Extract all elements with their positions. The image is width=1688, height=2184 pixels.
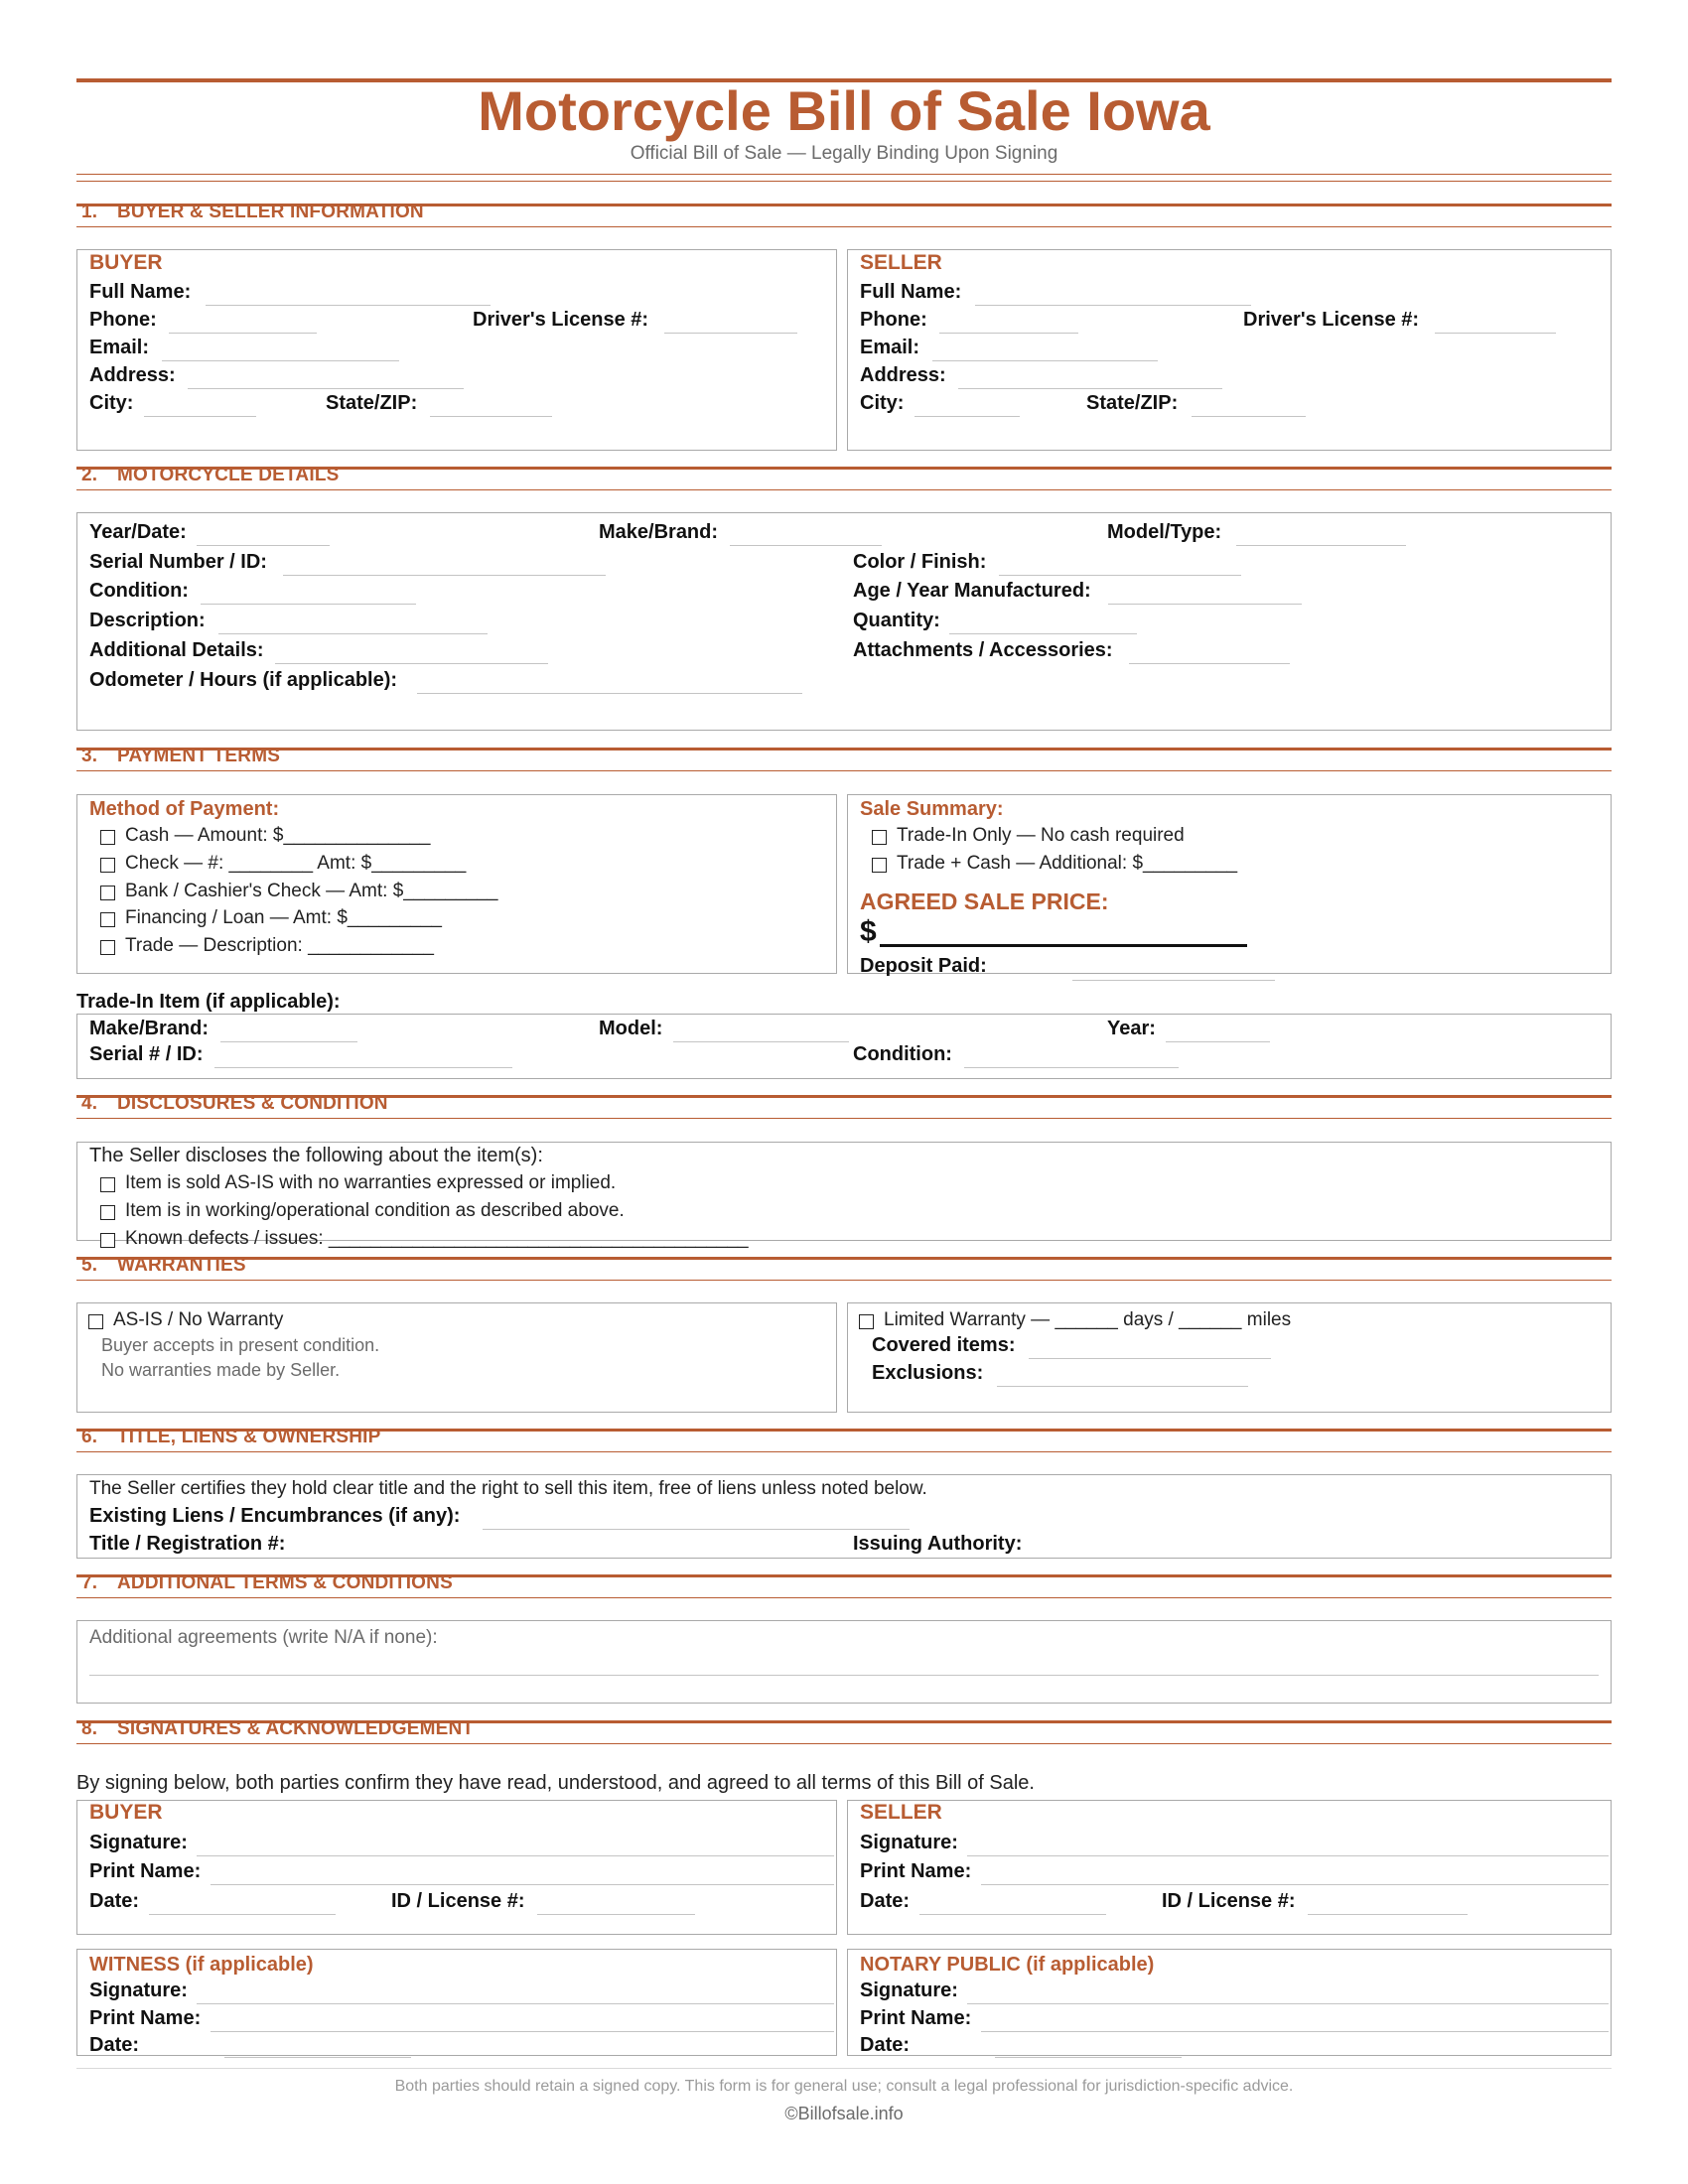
make-brand-label: Make/Brand: <box>599 521 719 543</box>
notary-date-field[interactable] <box>995 2057 1182 2058</box>
footer-copyright: ©Billofsale.info <box>784 2104 904 2123</box>
quantity-field[interactable] <box>949 633 1137 634</box>
trade-in-model-label: Model: <box>599 1018 663 1039</box>
notary-print-name-label: Print Name: <box>860 2007 972 2029</box>
agreed-sale-price-label: AGREED SALE PRICE: <box>860 888 1109 914</box>
buyer-print-name-field[interactable] <box>211 1884 834 1885</box>
seller-print-name-field[interactable] <box>981 1884 1609 1885</box>
trade-only-checkbox[interactable] <box>872 830 887 845</box>
existing-liens-field[interactable] <box>483 1529 910 1530</box>
buyer-city-label: City: <box>89 392 134 414</box>
section-7-heading: 7. ADDITIONAL TERMS & CONDITIONS <box>81 1572 453 1593</box>
existing-liens-label: Existing Liens / Encumbrances (if any): <box>89 1505 461 1527</box>
trade-in-condition-label: Condition: <box>853 1043 952 1065</box>
seller-signature-label: Signature: <box>860 1832 958 1853</box>
additional-agreements-field[interactable] <box>89 1675 1599 1676</box>
footer-note: Both parties should retain a signed copy. This form is for general use; consult a legal professional for jurisdiction-specific advice. <box>394 2078 1294 2095</box>
seller-full-name-field[interactable] <box>975 305 1251 306</box>
deposit-paid-label: Deposit Paid: <box>860 955 987 977</box>
seller-city-field[interactable] <box>914 416 1020 417</box>
buyer-full-name-label: Full Name: <box>89 281 192 303</box>
buyer-email-field[interactable] <box>162 360 399 361</box>
model-type-label: Model/Type: <box>1107 521 1222 543</box>
description-label: Description: <box>89 610 206 631</box>
document-title: Motorcycle Bill of Sale Iowa <box>478 79 1210 142</box>
buyer-phone-label: Phone: <box>89 309 157 331</box>
seller-phone-field[interactable] <box>939 333 1078 334</box>
witness-print-name-label: Print Name: <box>89 2007 202 2029</box>
seller-email-label: Email: <box>860 337 920 358</box>
witness-date-field[interactable] <box>224 2057 411 2058</box>
working-condition-checkbox[interactable] <box>100 1205 115 1220</box>
bank-check-checkbox[interactable] <box>100 886 115 900</box>
additional-details-field[interactable] <box>275 663 548 664</box>
section-1-heading: 1. BUYER & SELLER INFORMATION <box>81 202 424 222</box>
limited-warranty-box <box>847 1302 1612 1413</box>
year-date-label: Year/Date: <box>89 521 187 543</box>
additional-details-label: Additional Details: <box>89 639 264 661</box>
seller-address-label: Address: <box>860 364 946 386</box>
buyer-date-field[interactable] <box>149 1914 336 1915</box>
witness-date-label: Date: <box>89 2034 140 2056</box>
buyer-state-zip-label: State/ZIP: <box>326 392 418 414</box>
known-defects-disclosure: Known defects / issues: ________________________________________ <box>125 1228 749 1249</box>
check-option: Check — #: ________ Amt: $_________ <box>125 853 467 874</box>
buyer-full-name-field[interactable] <box>206 305 491 306</box>
buyer-email-label: Email: <box>89 337 150 358</box>
age-year-label: Age / Year Manufactured: <box>853 580 1091 602</box>
cash-option: Cash — Amount: $______________ <box>125 825 431 846</box>
section-3-rule-top <box>76 748 1612 751</box>
witness-signature-box <box>76 1949 837 2056</box>
exclusions-field[interactable] <box>997 1386 1248 1387</box>
serial-label: Serial Number / ID: <box>89 551 267 573</box>
seller-signature-box <box>847 1800 1612 1935</box>
notary-signature-field[interactable] <box>967 2003 1609 2004</box>
color-finish-label: Color / Finish: <box>853 551 987 573</box>
as-is-disclosure-checkbox[interactable] <box>100 1177 115 1192</box>
limited-warranty-checkbox[interactable] <box>859 1314 874 1329</box>
seller-state-zip-label: State/ZIP: <box>1086 392 1179 414</box>
section-8-rule-bottom <box>76 1743 1612 1744</box>
age-year-field[interactable] <box>1108 604 1302 605</box>
document-subtitle: Official Bill of Sale — Legally Binding Upon Signing <box>630 143 1058 164</box>
covered-items-field[interactable] <box>1029 1358 1271 1359</box>
make-brand-field[interactable] <box>730 545 882 546</box>
buyer-signature-heading: BUYER <box>89 1801 163 1824</box>
seller-phone-label: Phone: <box>860 309 927 331</box>
trade-cash-checkbox[interactable] <box>872 858 887 873</box>
section-2-rule-bottom <box>76 489 1612 490</box>
witness-signature-label: Signature: <box>89 1979 188 2001</box>
buyer-signature-label: Signature: <box>89 1832 188 1853</box>
exclusions-label: Exclusions: <box>872 1362 984 1384</box>
cash-checkbox[interactable] <box>100 830 115 845</box>
buyer-info-box <box>76 249 837 451</box>
seller-city-label: City: <box>860 392 905 414</box>
buyer-address-field[interactable] <box>188 388 464 389</box>
notary-signature-box <box>847 1949 1612 2056</box>
attachments-label: Attachments / Accessories: <box>853 639 1113 661</box>
dollar-sign: $ <box>860 915 877 948</box>
method-of-payment-heading: Method of Payment: <box>89 798 280 820</box>
issuing-authority-label: Issuing Authority: <box>853 1533 1023 1555</box>
trade-checkbox[interactable] <box>100 940 115 955</box>
disclosures-intro: The Seller discloses the following about the item(s): <box>89 1145 543 1166</box>
seller-signature-field[interactable] <box>967 1855 1609 1856</box>
working-condition-disclosure: Item is in working/operational condition as described above. <box>125 1200 625 1221</box>
bill-of-sale-form <box>76 0 1612 2184</box>
section-4-rule-bottom <box>76 1118 1612 1119</box>
witness-print-name-field[interactable] <box>211 2031 834 2032</box>
motorcycle-details-box <box>76 512 1612 731</box>
as-is-warranty-box <box>76 1302 837 1413</box>
trade-in-make-label: Make/Brand: <box>89 1018 210 1039</box>
notary-signature-label: Signature: <box>860 1979 958 2001</box>
footer-divider <box>76 2068 1612 2069</box>
seller-id-license-label: ID / License #: <box>1162 1890 1296 1912</box>
signatures-intro: By signing below, both parties confirm they have read, understood, and agreed to all terms of this Bill of Sale. <box>76 1772 1035 1794</box>
buyer-address-label: Address: <box>89 364 176 386</box>
section-5-heading: 5. WARRANTIES <box>81 1255 246 1276</box>
witness-heading: WITNESS (if applicable) <box>89 1954 314 1976</box>
bank-check-option: Bank / Cashier's Check — Amt: $_________ <box>125 881 498 901</box>
sale-summary-heading: Sale Summary: <box>860 798 1004 820</box>
covered-items-label: Covered items: <box>872 1334 1016 1356</box>
section-7-rule-bottom <box>76 1597 1612 1598</box>
agreed-sale-price-field[interactable] <box>880 944 1247 947</box>
condition-field[interactable] <box>201 604 416 605</box>
header-rule-1 <box>76 174 1612 175</box>
buyer-license-label: Driver's License #: <box>473 309 649 331</box>
description-field[interactable] <box>218 633 488 634</box>
known-defects-checkbox[interactable] <box>100 1233 115 1248</box>
title-registration-label: Title / Registration #: <box>89 1533 286 1555</box>
notary-heading: NOTARY PUBLIC (if applicable) <box>860 1954 1155 1976</box>
as-is-warranty-note-1: Buyer accepts in present condition. <box>101 1335 380 1355</box>
trade-in-year-field[interactable] <box>1166 1041 1270 1042</box>
buyer-state-zip-field[interactable] <box>430 416 552 417</box>
model-type-field[interactable] <box>1236 545 1406 546</box>
trade-in-make-field[interactable] <box>220 1041 357 1042</box>
additional-agreements-note: Additional agreements (write N/A if none): <box>89 1627 438 1648</box>
section-5-rule-bottom <box>76 1280 1612 1281</box>
buyer-date-label: Date: <box>89 1890 140 1912</box>
odometer-field[interactable] <box>417 693 802 694</box>
title-liens-intro: The Seller certifies they hold clear title and the right to sell this item, free of liens unless noted below. <box>89 1478 927 1499</box>
notary-print-name-field[interactable] <box>981 2031 1609 2032</box>
buyer-phone-field[interactable] <box>169 333 317 334</box>
seller-heading: SELLER <box>860 251 942 274</box>
buyer-license-field[interactable] <box>664 333 797 334</box>
buyer-print-name-label: Print Name: <box>89 1860 202 1882</box>
title-liens-box <box>76 1474 1612 1559</box>
section-8-heading: 8. SIGNATURES & ACKNOWLEDGEMENT <box>81 1718 475 1739</box>
section-6-rule-bottom <box>76 1451 1612 1452</box>
as-is-warranty-note-2: No warranties made by Seller. <box>101 1360 341 1380</box>
header-rule-2 <box>76 181 1612 182</box>
quantity-label: Quantity: <box>853 610 940 631</box>
disclosures-box <box>76 1142 1612 1249</box>
section-5-rule-top <box>76 1257 1612 1260</box>
financing-option: Financing / Loan — Amt: $_________ <box>125 907 443 928</box>
limited-warranty-option: Limited Warranty — ______ days / ______ miles <box>884 1309 1292 1330</box>
as-is-warranty-checkbox[interactable] <box>88 1314 103 1329</box>
seller-license-field[interactable] <box>1435 333 1556 334</box>
check-checkbox[interactable] <box>100 858 115 873</box>
notary-date-label: Date: <box>860 2034 911 2056</box>
seller-address-field[interactable] <box>958 388 1222 389</box>
color-finish-field[interactable] <box>999 575 1241 576</box>
section-1-rule-bottom <box>76 226 1612 227</box>
trade-in-serial-label: Serial # / ID: <box>89 1043 204 1065</box>
seller-email-field[interactable] <box>932 360 1158 361</box>
trade-option: Trade — Description: ____________ <box>125 935 434 956</box>
trade-only-option: Trade-In Only — No cash required <box>897 825 1185 846</box>
trade-in-heading: Trade-In Item (if applicable): <box>76 991 341 1013</box>
buyer-signature-field[interactable] <box>197 1855 834 1856</box>
buyer-signature-box <box>76 1800 837 1935</box>
odometer-label: Odometer / Hours (if applicable): <box>89 669 398 691</box>
witness-signature-field[interactable] <box>197 2003 834 2004</box>
seller-state-zip-field[interactable] <box>1192 416 1306 417</box>
buyer-id-license-field[interactable] <box>537 1914 695 1915</box>
year-date-field[interactable] <box>197 545 330 546</box>
buyer-id-license-label: ID / License #: <box>391 1890 525 1912</box>
additional-terms-box <box>76 1620 1612 1704</box>
seller-print-name-label: Print Name: <box>860 1860 972 1882</box>
section-4-heading: 4. DISCLOSURES & CONDITION <box>81 1093 388 1114</box>
deposit-paid-field[interactable] <box>1072 980 1275 981</box>
seller-signature-heading: SELLER <box>860 1801 942 1824</box>
section-3-rule-bottom <box>76 770 1612 771</box>
seller-full-name-label: Full Name: <box>860 281 962 303</box>
seller-license-label: Driver's License #: <box>1243 309 1420 331</box>
serial-field[interactable] <box>283 575 606 576</box>
buyer-city-field[interactable] <box>144 416 256 417</box>
section-2-heading: 2. MOTORCYCLE DETAILS <box>81 465 340 485</box>
financing-checkbox[interactable] <box>100 912 115 927</box>
as-is-disclosure: Item is sold AS-IS with no warranties expressed or implied. <box>125 1172 617 1193</box>
seller-date-label: Date: <box>860 1890 911 1912</box>
as-is-warranty-option: AS-IS / No Warranty <box>113 1309 284 1330</box>
seller-id-license-field[interactable] <box>1308 1914 1468 1915</box>
trade-in-serial-field[interactable] <box>214 1067 512 1068</box>
seller-info-box <box>847 249 1612 451</box>
method-of-payment-box <box>76 794 837 974</box>
section-6-heading: 6. TITLE, LIENS & OWNERSHIP <box>81 1427 381 1447</box>
buyer-heading: BUYER <box>89 251 163 274</box>
seller-date-field[interactable] <box>919 1914 1106 1915</box>
trade-cash-option: Trade + Cash — Additional: $_________ <box>897 853 1238 874</box>
trade-in-year-label: Year: <box>1107 1018 1156 1039</box>
trade-in-box <box>76 1014 1612 1079</box>
section-3-heading: 3. PAYMENT TERMS <box>81 746 281 766</box>
condition-label: Condition: <box>89 580 189 602</box>
attachments-field[interactable] <box>1129 663 1290 664</box>
trade-in-model-field[interactable] <box>673 1041 849 1042</box>
trade-in-condition-field[interactable] <box>964 1067 1179 1068</box>
sale-summary-box <box>847 794 1612 977</box>
